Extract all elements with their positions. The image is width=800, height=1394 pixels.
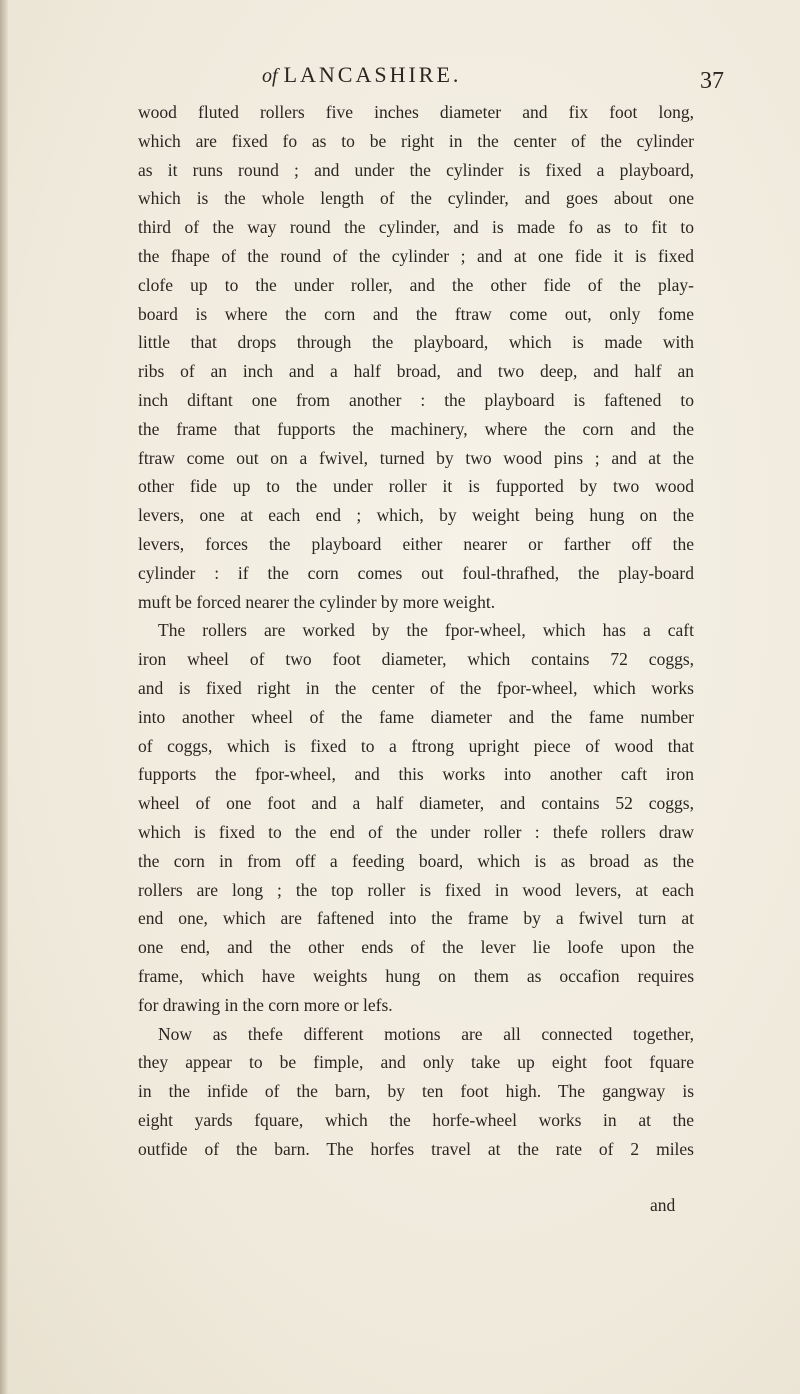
- text-line: ribs of an inch and a half broad, and two deep, and half an: [138, 361, 694, 382]
- text-line: rollers are long ; the top roller is fixed in wood levers, at each: [138, 879, 694, 900]
- text-line: of coggs, which is fixed to a ftrong upright piece of wood that: [138, 735, 694, 756]
- text-line: which is fixed to the end of the under roller : thefe rollers draw: [138, 821, 694, 842]
- text-line: as it runs round ; and under the cylinder is fixed a playboard,: [138, 159, 694, 180]
- text-line: The rollers are worked by the fpor-wheel, which has a caft: [158, 620, 694, 641]
- text-line: cylinder : if the corn comes out foul-thrafhed, the play-board: [138, 562, 694, 583]
- text-line: in the infide of the barn, by ten foot high. The gangway is: [138, 1081, 694, 1102]
- text-line: inch diftant one from another : the playboard is faftened to: [138, 389, 694, 410]
- text-line: third of the way round the cylinder, and is made fo as to fit to: [138, 217, 694, 238]
- running-header: [0, 62, 800, 102]
- body-text: [138, 98, 694, 1163]
- text-line: levers, forces the playboard either nearer or farther off the: [138, 533, 694, 554]
- page-number: 37: [700, 68, 724, 94]
- running-title: [262, 62, 461, 88]
- text-line: little that drops through the playboard, which is made with: [138, 332, 694, 353]
- running-title-prefix: of: [262, 65, 278, 87]
- text-line: frame, which have weights hung on them as occafion requires: [138, 965, 694, 986]
- running-title-text: LANCASHIRE.: [283, 62, 462, 87]
- text-line: which are fixed fo as to be right in the center of the cylinder: [138, 130, 694, 151]
- text-line: fupports the fpor-wheel, and this works into another caft iron: [138, 764, 694, 785]
- text-line: wheel of one foot and a half diameter, and contains 52 coggs,: [138, 793, 694, 814]
- text-line: for drawing in the corn more or lefs.: [138, 994, 393, 1015]
- text-line: wood fluted rollers five inches diameter and fix foot long,: [138, 102, 694, 122]
- text-line: which is the whole length of the cylinder, and goes about one: [138, 188, 694, 209]
- text-line: and is fixed right in the center of the fpor-wheel, which works: [138, 677, 694, 698]
- text-line: Now as thefe different motions are all connected together,: [158, 1023, 694, 1044]
- page-edge-shadow: [0, 0, 8, 1394]
- text-line: one end, and the other ends of the lever lie loofe upon the: [138, 937, 694, 958]
- text-line: other fide up to the under roller it is fupported by two wood: [138, 476, 694, 497]
- text-line: they appear to be fimple, and only take up eight foot fquare: [138, 1052, 694, 1073]
- text-line: clofe up to the under roller, and the other fide of the play-: [138, 274, 694, 295]
- text-line: ftraw come out on a fwivel, turned by two wood pins ; and at the: [138, 447, 694, 468]
- text-line: eight yards fquare, which the horfe-wheel works in at the: [138, 1109, 694, 1130]
- text-line: muft be forced nearer the cylinder by more weight.: [138, 591, 496, 612]
- text-line: end one, which are faftened into the frame by a fwivel turn at: [138, 908, 694, 929]
- text-line: outfide of the barn. The horfes travel at the rate of 2 miles: [138, 1138, 694, 1159]
- catchword: and: [650, 1195, 676, 1215]
- text-line: board is where the corn and the ftraw come out, only fome: [138, 303, 694, 324]
- text-line: the fhape of the round of the cylinder ; and at one fide it is fixed: [138, 245, 694, 266]
- text-line: the corn in from off a feeding board, which is as broad as the: [138, 850, 694, 871]
- text-line: the frame that fupports the machinery, where the corn and the: [138, 418, 694, 439]
- text-line: into another wheel of the fame diameter and the fame number: [138, 706, 694, 727]
- text-line: iron wheel of two foot diameter, which contains 72 coggs,: [138, 649, 694, 670]
- text-line: levers, one at each end ; which, by weight being hung on the: [138, 505, 694, 526]
